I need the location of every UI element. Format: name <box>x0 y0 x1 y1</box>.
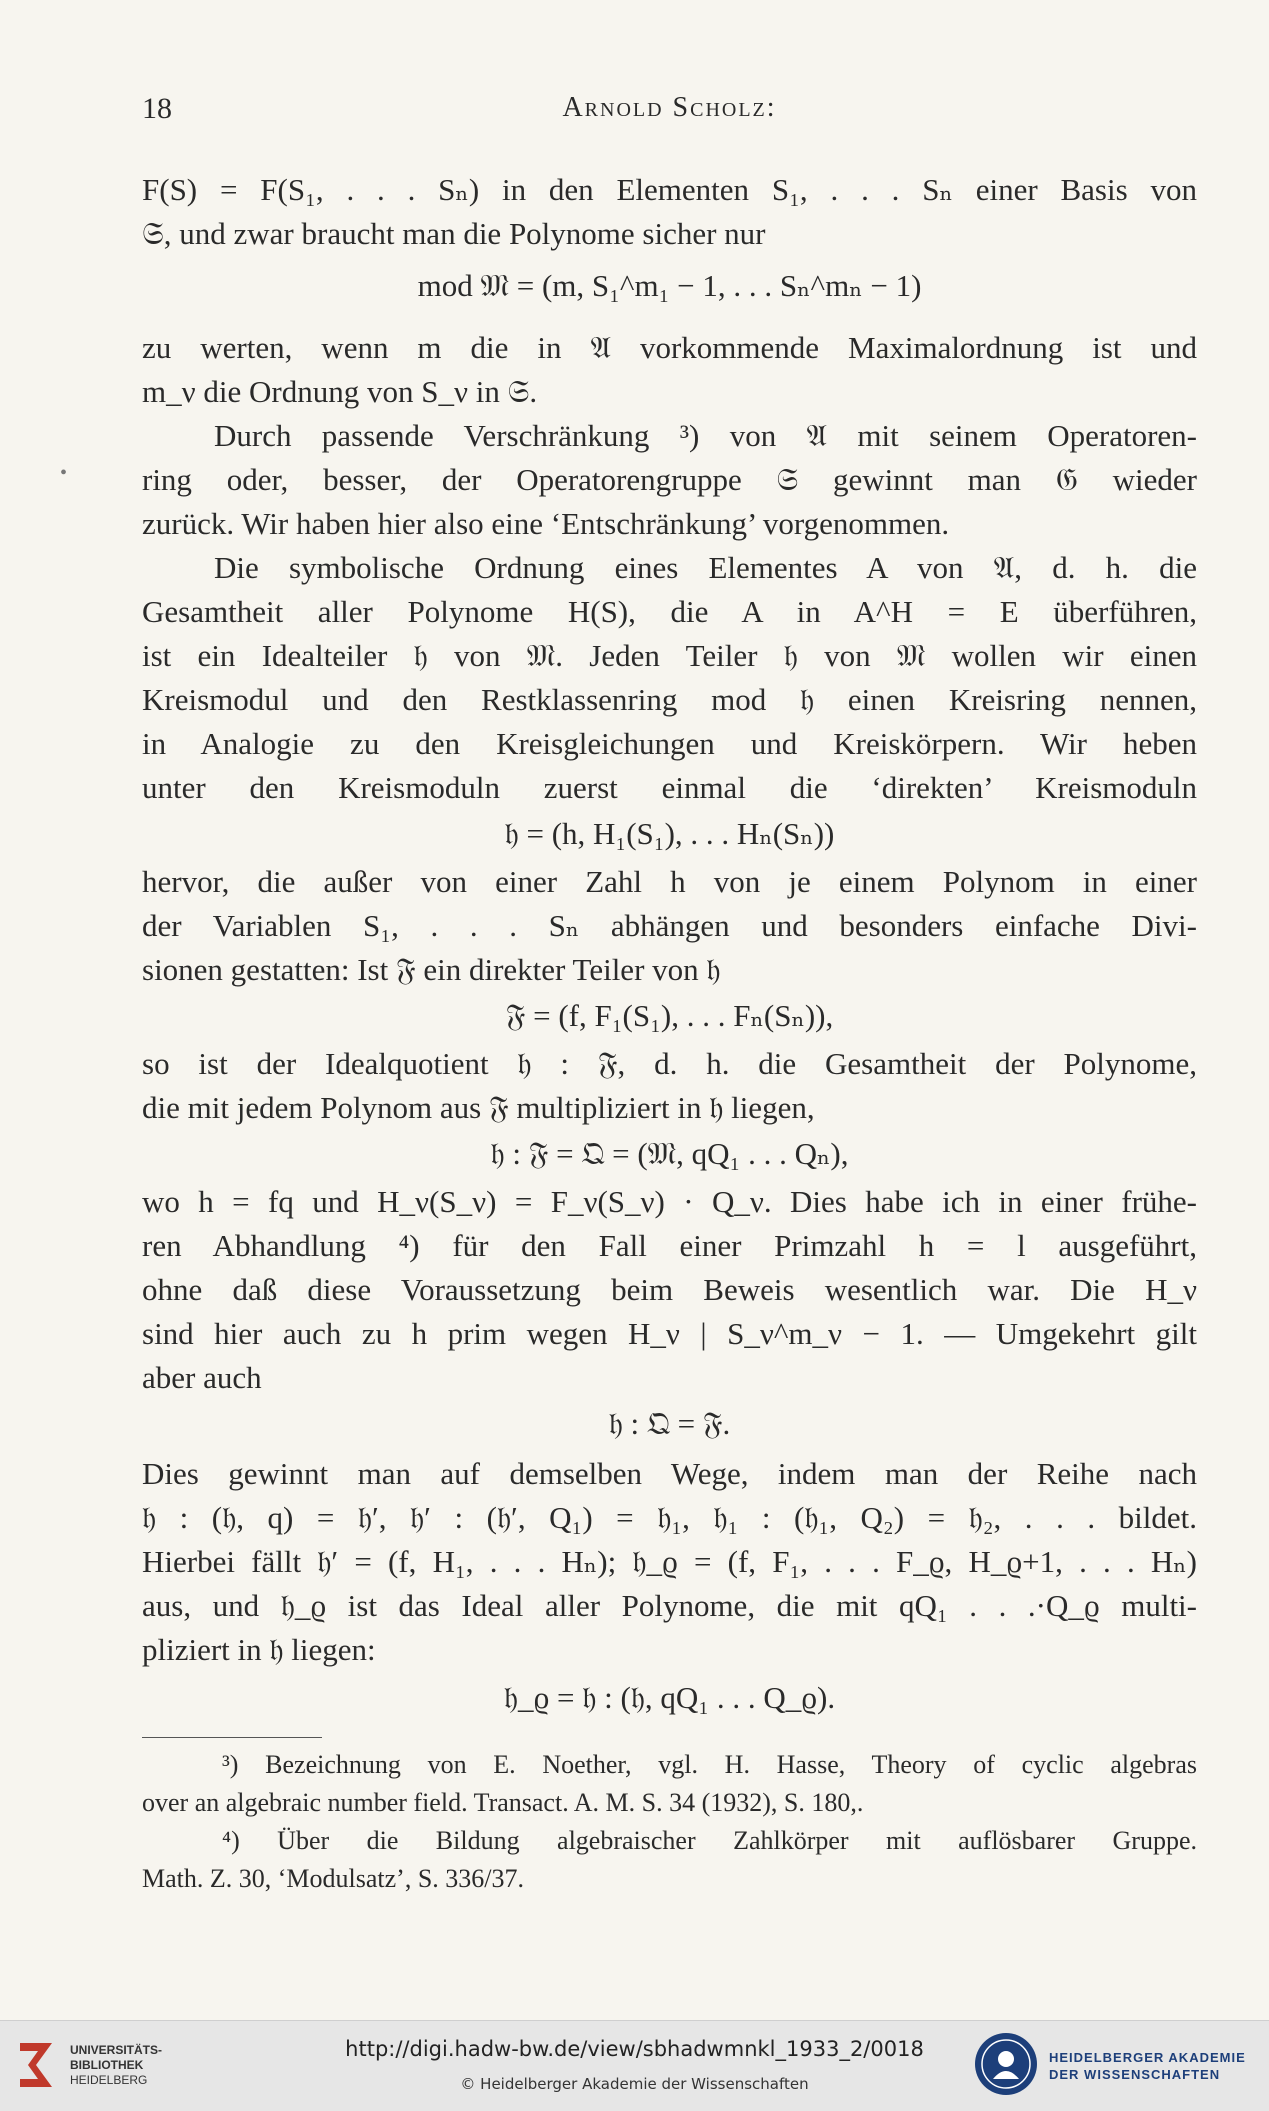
text-line: ist ein Idealteiler 𝔥 von 𝔐. Jeden Teiler 𝔥 von 𝔐 wollen wir einen <box>142 638 1197 673</box>
text-line: Kreismodul und den Restklassenring mod 𝔥 einen Kreisring nennen, <box>142 682 1197 717</box>
display-formula: 𝔉 = (f, F₁(S₁), . . . Fₙ(Sₙ)), <box>505 998 834 1033</box>
academy-logo[interactable] <box>975 2033 1255 2099</box>
footnote-line: over an algebraic number field. Transact. A. M. S. 34 (1932), S. 180,. <box>142 1788 864 1817</box>
footnote-line: ³) Bezeichnung von E. Noether, vgl. H. Hasse, Theory of cyclic algebras <box>222 1750 1197 1779</box>
text-line: pliziert in 𝔥 liegen: <box>142 1632 376 1667</box>
display-formula: 𝔥_ϱ = 𝔥 : (𝔥, qQ₁ . . . Q_ϱ). <box>503 1680 836 1715</box>
text-line: 𝔥 : (𝔥, q) = 𝔥′, 𝔥′ : (𝔥′, Q₁) = 𝔥₁, 𝔥₁ : (𝔥₁, Q₂) = 𝔥₂, . . . bildet. <box>142 1500 1197 1535</box>
text-line: in Analogie zu den Kreisgleichungen und Kreiskörpern. Wir heben <box>142 726 1197 761</box>
text-line: aus, und 𝔥_ϱ ist das Ideal aller Polynome, die mit qQ₁ . . .·Q_ϱ multi- <box>142 1588 1197 1623</box>
page-header <box>142 92 1197 132</box>
text-line: Dies gewinnt man auf demselben Wege, indem man der Reihe nach <box>142 1456 1197 1491</box>
text-line: m_ν die Ordnung von S_ν in 𝔖. <box>142 374 538 409</box>
text-line: die mit jedem Polynom aus 𝔉 multipliziert in 𝔥 liegen, <box>142 1090 815 1125</box>
text-line: sionen gestatten: Ist 𝔉 ein direkter Teiler von 𝔥 <box>142 952 721 987</box>
page-url-link[interactable]: http://digi.hadw-bw.de/view/sbhadwmnkl_1933_2/0018 <box>345 2037 924 2061</box>
footnote-line: Math. Z. 30, ‘Modulsatz’, S. 336/37. <box>142 1864 525 1893</box>
text-line: zu werten, wenn m die in 𝔄 vorkommende Maximalordnung ist und <box>142 330 1197 365</box>
running-head: Arnold Scholz: <box>562 92 777 123</box>
academy-seal-icon <box>975 2033 1037 2095</box>
text-line: Durch passende Verschränkung ³) von 𝔄 mit seinem Operatoren- <box>214 418 1197 453</box>
page-number: 18 <box>142 92 172 125</box>
text-line: Die symbolische Ordnung eines Elementes A von 𝔄, d. h. die <box>214 550 1197 585</box>
viewer-footer <box>0 2020 1269 2111</box>
library-logo-text: UNIVERSITÄTS- BIBLIOTHEK HEIDELBERG <box>70 2043 163 2087</box>
text-line: wo h = fq und H_ν(S_ν) = F_ν(S_ν) · Q_ν. Dies habe ich in einer frühe- <box>142 1184 1197 1219</box>
text-line: Hierbei fällt 𝔥′ = (f, H₁, . . . Hₙ); 𝔥_ϱ = (f, F₁, . . . F_ϱ, H_ϱ+1, . . . Hₙ) <box>142 1544 1197 1579</box>
margin-dot: • <box>60 462 68 484</box>
text-line: ren Abhandlung ⁴) für den Fall einer Primzahl h = l ausgeführt, <box>142 1228 1197 1263</box>
footnote-line: ⁴) Über die Bildung algebraischer Zahlkörper mit auflösbarer Gruppe. <box>222 1826 1197 1855</box>
display-formula: mod 𝔐 = (m, S₁^m₁ − 1, . . . Sₙ^mₙ − 1) <box>417 268 922 303</box>
text-line: so ist der Idealquotient 𝔥 : 𝔉, d. h. die Gesamtheit der Polynome, <box>142 1046 1197 1081</box>
text-line: der Variablen S₁, . . . Sₙ abhängen und besonders einfache Divi- <box>142 908 1197 943</box>
text-line: unter den Kreismoduln zuerst einmal die ‘direkten’ Kreismoduln <box>142 770 1197 805</box>
text-line: 𝔖, und zwar braucht man die Polynome sicher nur <box>142 216 766 251</box>
text-line: F(S) = F(S₁, . . . Sₙ) in den Elementen S₁, . . . Sₙ einer Basis von <box>142 172 1197 207</box>
display-formula: 𝔥 = (h, H₁(S₁), . . . Hₙ(Sₙ)) <box>504 816 835 851</box>
text-line: sind hier auch zu h prim wegen H_ν | S_ν^m_ν − 1. — Umgekehrt gilt <box>142 1316 1197 1351</box>
text-line: Gesamtheit aller Polynome H(S), die A in A^H = E überführen, <box>142 594 1197 629</box>
academy-logo-text: HEIDELBERGER AKADEMIE DER WISSENSCHAFTEN <box>1049 2050 1246 2082</box>
footnote-rule <box>142 1737 322 1738</box>
text-line: ohne daß diese Voraussetzung beim Beweis wesentlich war. Die H_ν <box>142 1272 1197 1307</box>
text-line: hervor, die außer von einer Zahl h von je einem Polynom in einer <box>142 864 1197 899</box>
text-line: aber auch <box>142 1360 262 1395</box>
display-formula: 𝔥 : 𝔔 = 𝔉. <box>608 1406 731 1441</box>
display-formula: 𝔥 : 𝔉 = 𝔔 = (𝔐, qQ₁ . . . Qₙ), <box>490 1136 849 1171</box>
text-line: zurück. Wir haben hier also eine ‘Entschränkung’ vorgenommen. <box>142 506 950 541</box>
text-line: ring oder, besser, der Operatorengruppe 𝔖 gewinnt man 𝔊 wieder <box>142 462 1197 497</box>
copyright-text: © Heidelberger Akademie der Wissenschaften <box>460 2075 809 2093</box>
